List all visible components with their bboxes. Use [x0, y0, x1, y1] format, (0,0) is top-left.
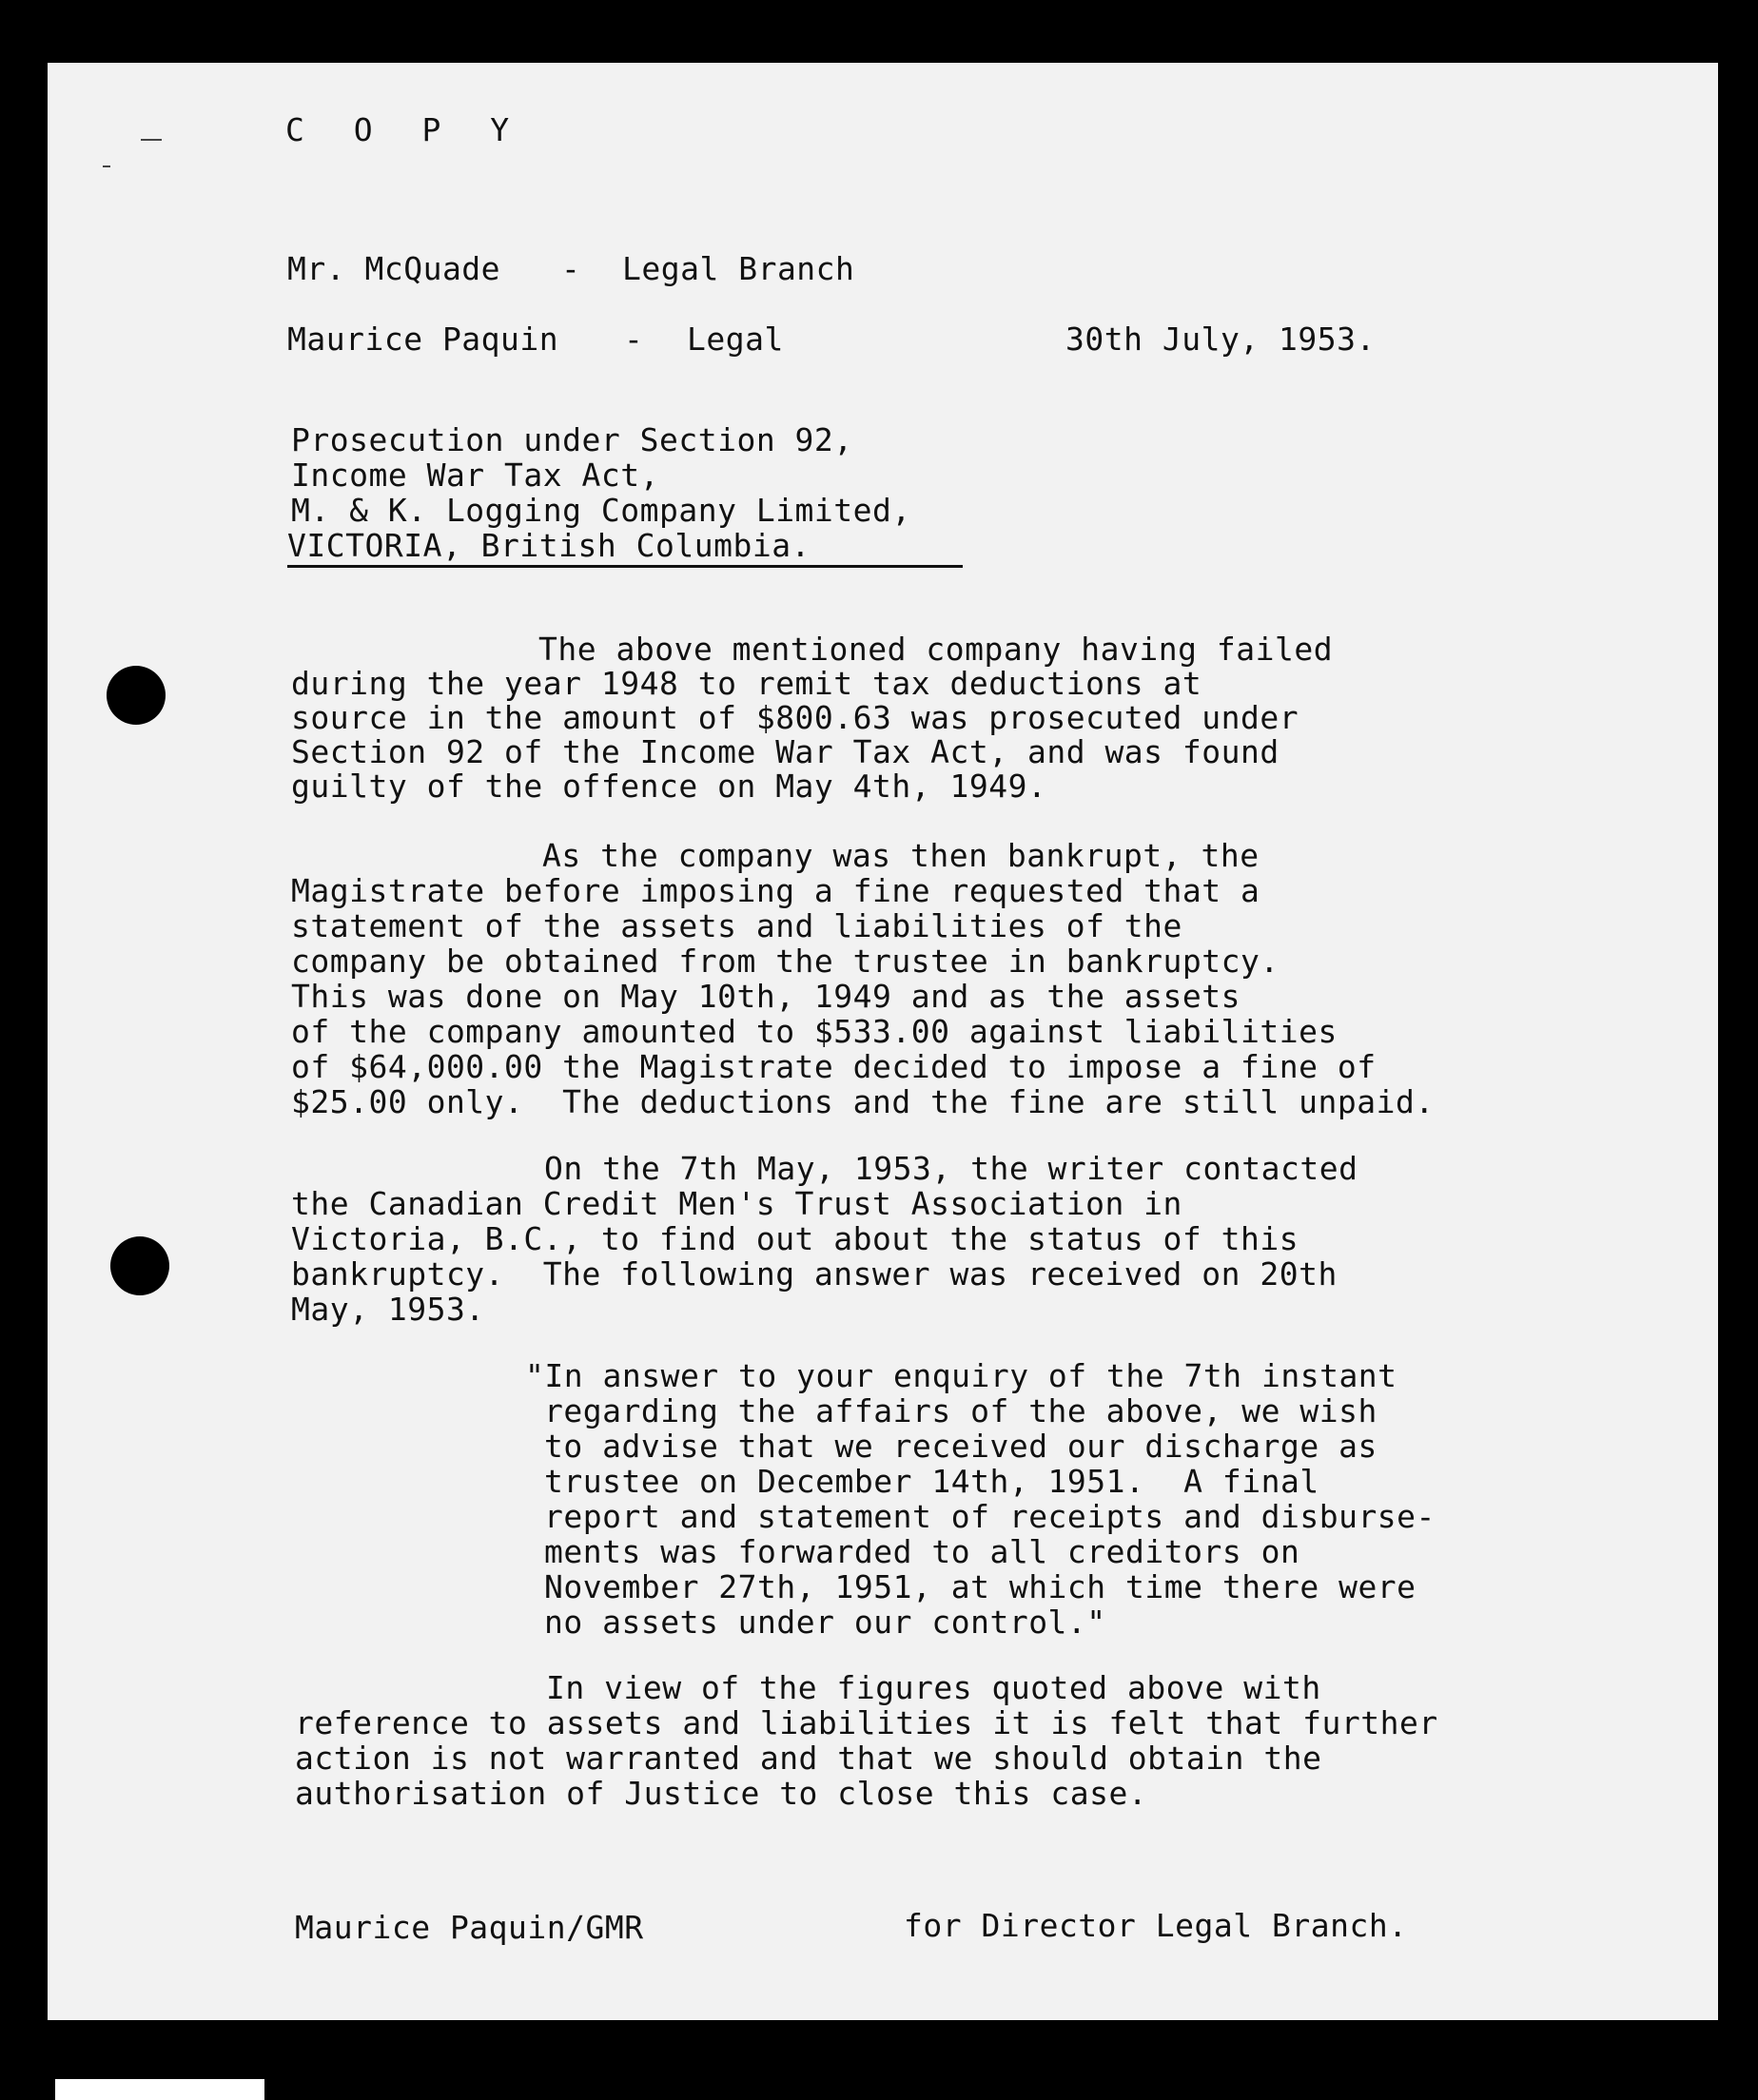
scan-label-tab: [55, 2079, 264, 2100]
paragraph-line: authorisation of Justice to close this case.: [295, 1775, 1148, 1812]
subject-line: M. & K. Logging Company Limited,: [291, 492, 911, 529]
scan-speck: [141, 139, 162, 141]
from-name: Maurice Paquin: [287, 321, 559, 358]
to-department: Legal Branch: [622, 250, 855, 287]
paragraph-line: reference to assets and liabilities it is felt that further: [295, 1704, 1438, 1741]
paragraph-line: Victoria, B.C., to find out about the status of this: [291, 1220, 1299, 1257]
quoted-reply-line: report and statement of receipts and disburse-: [544, 1498, 1436, 1535]
punch-hole: [107, 666, 166, 725]
writer-initials: Maurice Paquin/GMR: [295, 1909, 644, 1946]
signature-line: for Director Legal Branch.: [904, 1907, 1408, 1944]
from-department: Legal: [687, 321, 784, 358]
paragraph-line: the Canadian Credit Men's Trust Association in: [291, 1185, 1182, 1222]
dash: -: [561, 250, 581, 287]
scan-speck: [103, 165, 110, 167]
paragraph-line: of the company amounted to $533.00 against liabilities: [291, 1013, 1338, 1050]
paragraph-line: This was done on May 10th, 1949 and as the assets: [291, 978, 1241, 1015]
dash: -: [624, 321, 644, 358]
paragraph-line: statement of the assets and liabilities of the: [291, 907, 1182, 944]
quoted-reply-line: to advise that we received our discharge as: [544, 1428, 1377, 1465]
paragraph-line: $25.00 only. The deductions and the fine are still unpaid.: [291, 1083, 1435, 1120]
quoted-reply-line: ments was forwarded to all creditors on: [544, 1533, 1300, 1570]
paragraph-line: Section 92 of the Income War Tax Act, and was found: [291, 733, 1279, 770]
paragraph-line: bankruptcy. The following answer was received on 20th: [291, 1255, 1338, 1293]
paragraph-line: guilty of the offence on May 4th, 1949.: [291, 768, 1047, 805]
paragraph-line: company be obtained from the trustee in bankruptcy.: [291, 943, 1279, 980]
copy-mark: C O P Y: [285, 111, 525, 148]
paragraph-line: during the year 1948 to remit tax deductions at: [291, 665, 1202, 702]
paragraph-line: On the 7th May, 1953, the writer contacted: [544, 1150, 1358, 1187]
paragraph-line: of $64,000.00 the Magistrate decided to impose a fine of: [291, 1048, 1377, 1085]
subject-line: Income War Tax Act,: [291, 457, 659, 494]
subject-line: VICTORIA, British Columbia.: [287, 528, 963, 568]
paragraph-line: In view of the figures quoted above with: [546, 1669, 1321, 1706]
paragraph-line: The above mentioned company having failed: [538, 631, 1334, 668]
paragraph-line: May, 1953.: [291, 1291, 485, 1328]
quoted-reply-line: regarding the affairs of the above, we wish: [544, 1392, 1377, 1429]
paragraph-line: Magistrate before imposing a fine requested that a: [291, 872, 1260, 909]
quoted-reply-line: no assets under our control.": [544, 1604, 1106, 1641]
paragraph-line: action is not warranted and that we should obtain the: [295, 1740, 1322, 1777]
quoted-reply-line: November 27th, 1951, at which time there were: [544, 1568, 1416, 1605]
subject-line: Prosecution under Section 92,: [291, 421, 853, 458]
paragraph-line: As the company was then bankrupt, the: [542, 837, 1260, 874]
memo-date: 30th July, 1953.: [1065, 321, 1376, 358]
quoted-reply-line: trustee on December 14th, 1951. A final: [544, 1463, 1319, 1500]
to-name: Mr. McQuade: [287, 250, 501, 287]
quoted-reply-line: "In answer to your enquiry of the 7th instant: [525, 1357, 1397, 1394]
paragraph-line: source in the amount of $800.63 was prosecuted under: [291, 699, 1299, 736]
punch-hole: [110, 1236, 169, 1295]
